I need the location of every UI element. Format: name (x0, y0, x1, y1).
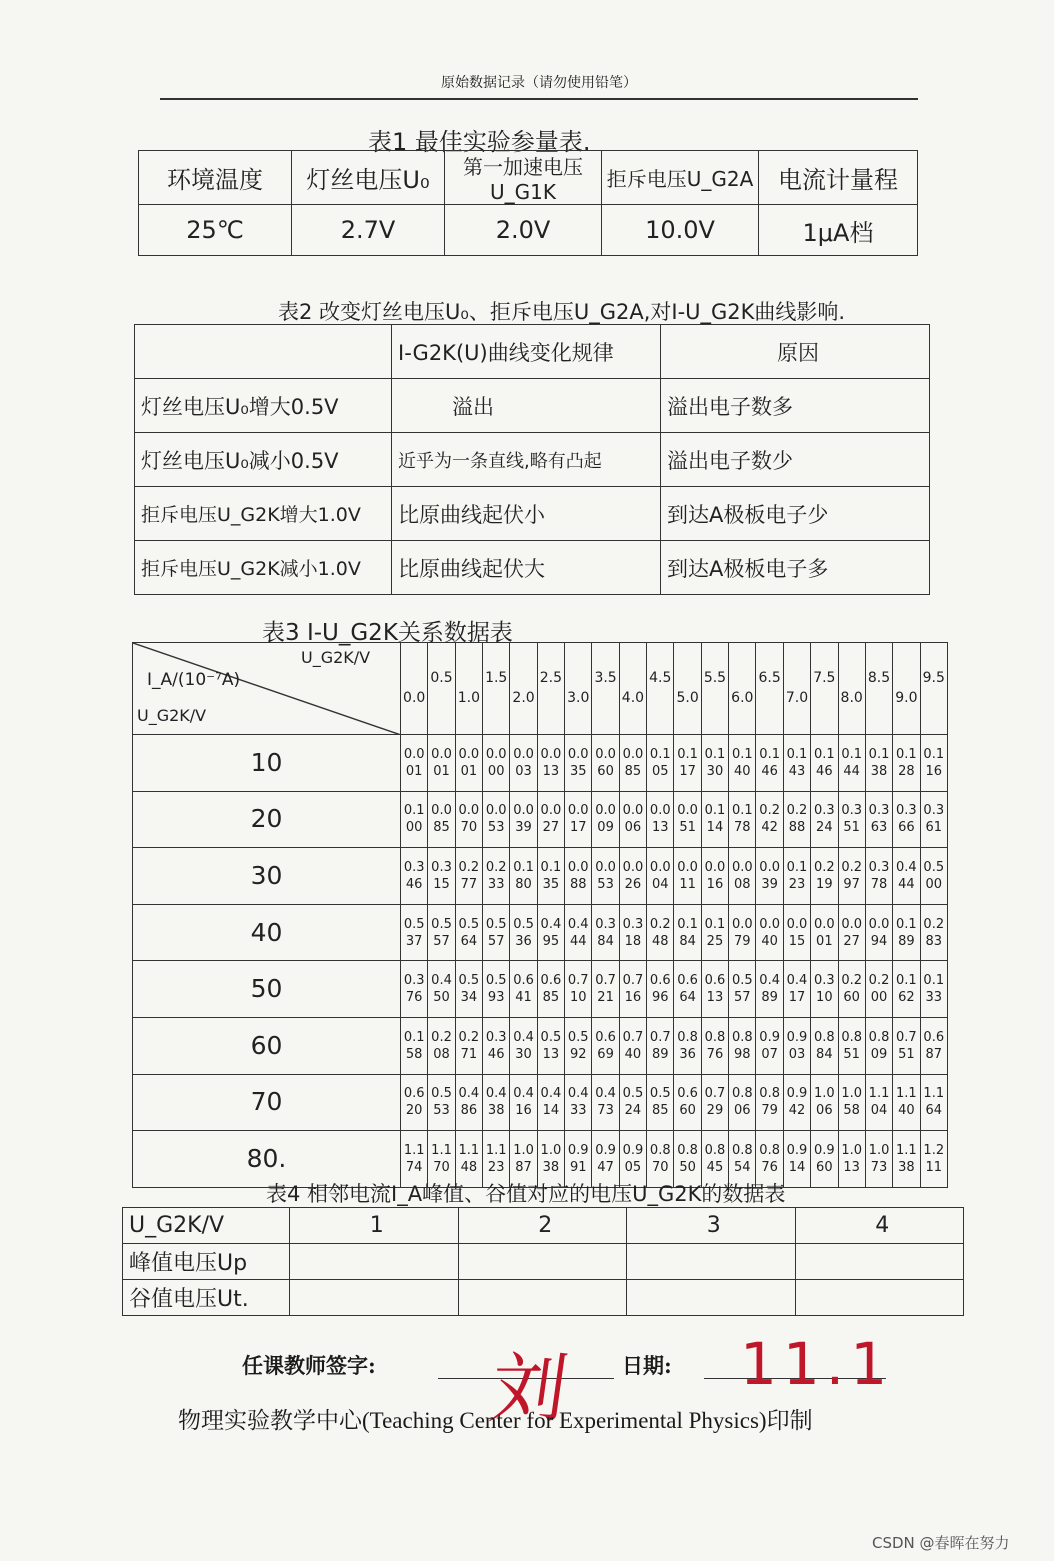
table2-reason: 到达A极板电子多 (661, 541, 930, 595)
table3-cell: 0.004 (647, 848, 674, 905)
voltage-header-cell: 3.0 (565, 643, 592, 735)
table3-cell: 0.297 (838, 848, 865, 905)
table4-header-row (123, 1208, 964, 1244)
table3-cell: 0.486 (455, 1074, 482, 1131)
voltage-header-cell: 2.5 (537, 643, 564, 735)
date-signature: 11.1 (740, 1330, 894, 1398)
voltage-header-cell: 4.0 (619, 643, 646, 735)
table3-cell: 0.376 (401, 961, 428, 1018)
table3-cell: 0.016 (701, 848, 728, 905)
table2-header-row (135, 325, 930, 379)
table4-cell (290, 1244, 459, 1280)
table3-cell: 0.208 (428, 1017, 455, 1074)
table3-cell: 0.384 (592, 904, 619, 961)
table3-row-label: 10 (133, 735, 401, 792)
printer-footer: 物理实验教学中心(Teaching Center for Experimental Physics)印制 (178, 1408, 813, 1433)
table3-row-label: 30 (133, 848, 401, 905)
table3-cell: 0.133 (920, 961, 947, 1018)
table3-row-label: 70 (133, 1074, 401, 1131)
table3-cell: 0.288 (783, 791, 810, 848)
table2-row-label: 拒斥电压U_G2K减小1.0V (135, 541, 392, 595)
table3-cell: 1.013 (838, 1131, 865, 1188)
table3-row-label: 20 (133, 791, 401, 848)
table3-cell: 0.138 (865, 735, 892, 792)
table3-cell: 0.130 (701, 735, 728, 792)
table3-cell: 0.009 (592, 791, 619, 848)
table3-header-row (133, 643, 948, 735)
table3-cell: 0.143 (783, 735, 810, 792)
table4-col: 2 (458, 1208, 627, 1244)
table3-cell: 0.146 (811, 735, 838, 792)
table3-cell: 1.123 (483, 1131, 510, 1188)
table3-cell: 0.942 (783, 1074, 810, 1131)
table4-cell (627, 1280, 796, 1316)
table3-cell: 0.710 (565, 961, 592, 1018)
table3-cell: 1.006 (811, 1074, 838, 1131)
header-title: 原始数据记录（请勿使用铅笔） (160, 72, 918, 100)
table4-cell (795, 1280, 964, 1316)
table3-cell: 0.361 (920, 791, 947, 848)
table1-title: 表1 最佳实验参量表. (368, 128, 591, 156)
table3-cell: 0.433 (565, 1074, 592, 1131)
table3-cell: 0.117 (674, 735, 701, 792)
table3-cell: 0.346 (483, 1017, 510, 1074)
table2-header-cell: I-G2K(U)曲线变化规律 (392, 325, 661, 379)
table3-cell: 0.553 (428, 1074, 455, 1131)
table3-cell: 0.011 (674, 848, 701, 905)
table2-trend: 近乎为一条直线,略有凸起 (392, 433, 661, 487)
table3-cell: 0.363 (865, 791, 892, 848)
voltage-header-cell: 4.5 (647, 643, 674, 735)
table3-cell: 0.248 (647, 904, 674, 961)
table3-cell: 0.094 (865, 904, 892, 961)
table3-cell: 0.140 (729, 735, 756, 792)
voltage-header-cell: 5.5 (701, 643, 728, 735)
table-row (133, 791, 948, 848)
table3-cell: 0.789 (647, 1017, 674, 1074)
table3-cell: 0.414 (537, 1074, 564, 1131)
table3-cell: 0.416 (510, 1074, 537, 1131)
table3-cell: 0.806 (729, 1074, 756, 1131)
voltage-header-cell: 6.0 (729, 643, 756, 735)
voltage-header-cell: 8.5 (865, 643, 892, 735)
table3-cell: 0.960 (811, 1131, 838, 1188)
table3-cell: 0.015 (783, 904, 810, 961)
table3-cell: 0.315 (428, 848, 455, 905)
table3-cell: 0.162 (893, 961, 920, 1018)
table3-cell: 0.184 (674, 904, 701, 961)
table3-cell: 0.536 (510, 904, 537, 961)
table1 (138, 150, 918, 256)
table3-cell: 0.051 (674, 791, 701, 848)
table3-cell: 0.620 (401, 1074, 428, 1131)
page-header (160, 72, 918, 100)
voltage-header-cell: 1.0 (455, 643, 482, 735)
table-row (123, 1280, 964, 1316)
watermark: CSDN @春晖在努力 (872, 1534, 1010, 1552)
table3-cell: 0.053 (483, 791, 510, 848)
table-row (133, 1074, 948, 1131)
table3-cell: 0.001 (811, 904, 838, 961)
table2 (134, 324, 930, 595)
table3-cell: 0.008 (729, 848, 756, 905)
table3-cell: 0.085 (428, 791, 455, 848)
table3-cell: 0.870 (647, 1131, 674, 1188)
table3-cell: 1.164 (920, 1074, 947, 1131)
table3-cell: 1.140 (893, 1074, 920, 1131)
table3-cell: 0.687 (920, 1017, 947, 1074)
table2-row-label: 拒斥电压U_G2K增大1.0V (135, 487, 392, 541)
voltage-header-cell: 9.0 (893, 643, 920, 735)
table3-cell: 0.277 (455, 848, 482, 905)
table3-cell: 0.189 (893, 904, 920, 961)
table3-title: 表3 I-U_G2K关系数据表 (262, 620, 513, 646)
table2-trend: 比原曲线起伏大 (392, 541, 661, 595)
table3-cell: 0.039 (756, 848, 783, 905)
table3-row-label: 60 (133, 1017, 401, 1074)
table3-cell: 0.524 (619, 1074, 646, 1131)
table3-cell: 0.489 (756, 961, 783, 1018)
table-row (133, 1017, 948, 1074)
table3-cell: 0.088 (565, 848, 592, 905)
table3-cell: 0.125 (701, 904, 728, 961)
table3-cell: 0.444 (565, 904, 592, 961)
table3-cell: 0.417 (783, 961, 810, 1018)
table4-cell (627, 1244, 796, 1280)
table3-cell: 0.660 (674, 1074, 701, 1131)
table3-cell: 0.450 (428, 961, 455, 1018)
table3-cell: 0.593 (483, 961, 510, 1018)
table3-cell: 0.039 (510, 791, 537, 848)
table-row (133, 848, 948, 905)
table3-cell: 0.641 (510, 961, 537, 1018)
table3-cell: 0.003 (510, 735, 537, 792)
table3-cell: 0.060 (592, 735, 619, 792)
table3-cell: 0.053 (592, 848, 619, 905)
table4-header-label: U_G2K/V (123, 1208, 290, 1244)
table3-cell: 0.836 (674, 1017, 701, 1074)
table3-cell: 0.114 (701, 791, 728, 848)
table3-cell: 0.017 (565, 791, 592, 848)
table3-cell: 0.351 (838, 791, 865, 848)
table3-cell: 0.884 (811, 1017, 838, 1074)
table4-row-label: 峰值电压Up (123, 1244, 290, 1280)
table3-cell: 0.001 (401, 735, 428, 792)
table3-cell: 0.879 (756, 1074, 783, 1131)
table3-cell: 0.444 (893, 848, 920, 905)
table3-cell: 0.876 (701, 1017, 728, 1074)
table3-cell: 0.000 (483, 735, 510, 792)
table3-cell: 0.905 (619, 1131, 646, 1188)
table3-cell: 0.070 (455, 791, 482, 848)
date-label: 日期: (622, 1353, 672, 1378)
corner-top-label: U_G2K/V (301, 648, 371, 667)
table3-cell: 0.495 (537, 904, 564, 961)
table3-cell: 0.146 (756, 735, 783, 792)
table3-cell: 0.123 (783, 848, 810, 905)
table1-header-cell: 灯丝电压U₀ (292, 151, 445, 205)
table3-cell: 0.318 (619, 904, 646, 961)
table3-cell: 0.669 (592, 1017, 619, 1074)
table3-cell: 0.180 (510, 848, 537, 905)
table3-row-label: 40 (133, 904, 401, 961)
table3-cell: 0.898 (729, 1017, 756, 1074)
table1-header-cell: 第一加速电压U_G1K (445, 151, 602, 205)
table3-cell: 0.026 (619, 848, 646, 905)
table3 (132, 642, 948, 1188)
table3-cell: 0.219 (811, 848, 838, 905)
table4-col: 1 (290, 1208, 459, 1244)
table4-cell (795, 1244, 964, 1280)
table3-cell: 0.845 (701, 1131, 728, 1188)
table3-cell: 0.035 (565, 735, 592, 792)
table3-cell: 0.851 (838, 1017, 865, 1074)
table3-cell: 0.716 (619, 961, 646, 1018)
table3-cell: 0.991 (565, 1131, 592, 1188)
table2-reason: 溢出电子数少 (661, 433, 930, 487)
voltage-header-cell: 2.0 (510, 643, 537, 735)
table3-cell: 0.001 (428, 735, 455, 792)
table1-value-cell: 2.7V (292, 205, 445, 256)
table3-cell: 1.058 (838, 1074, 865, 1131)
table4-cell (458, 1244, 627, 1280)
table3-cell: 0.040 (756, 904, 783, 961)
table-row (135, 379, 930, 433)
table3-cell: 0.233 (483, 848, 510, 905)
table1-header-row (139, 151, 918, 205)
table2-reason: 到达A极板电子少 (661, 487, 930, 541)
table3-cell: 0.283 (920, 904, 947, 961)
table3-cell: 0.592 (565, 1017, 592, 1074)
table3-cell: 0.135 (537, 848, 564, 905)
table3-cell: 0.914 (783, 1131, 810, 1188)
table3-cell: 0.557 (483, 904, 510, 961)
table-row (133, 904, 948, 961)
voltage-header-cell: 8.0 (838, 643, 865, 735)
table3-cell: 1.104 (865, 1074, 892, 1131)
table3-cell: 0.534 (455, 961, 482, 1018)
table3-corner (133, 643, 401, 735)
table-row (133, 961, 948, 1018)
table2-trend: 比原曲线起伏小 (392, 487, 661, 541)
corner-bottom-label: U_G2K/V (137, 706, 207, 725)
table3-cell: 0.242 (756, 791, 783, 848)
table3-cell: 0.116 (920, 735, 947, 792)
table3-cell: 1.148 (455, 1131, 482, 1188)
corner-mid-label: I_A/(10⁻⁷A) (147, 670, 241, 690)
table-row (135, 541, 930, 595)
table1-value-cell: 25℃ (139, 205, 292, 256)
table3-cell: 0.473 (592, 1074, 619, 1131)
table3-cell: 1.170 (428, 1131, 455, 1188)
table3-cell: 0.809 (865, 1017, 892, 1074)
table3-cell: 0.513 (537, 1017, 564, 1074)
table3-cell: 1.138 (893, 1131, 920, 1188)
table3-row-label: 80. (133, 1131, 401, 1188)
voltage-header-cell: 7.5 (811, 643, 838, 735)
table3-cell: 0.664 (674, 961, 701, 1018)
table3-cell: 0.696 (647, 961, 674, 1018)
table1-value-cell: 1μA档 (759, 205, 918, 256)
table1-header-cell: 拒斥电压U_G2A (602, 151, 759, 205)
table3-cell: 0.178 (729, 791, 756, 848)
table3-cell: 0.346 (401, 848, 428, 905)
table3-cell: 0.430 (510, 1017, 537, 1074)
voltage-header-cell: 1.5 (483, 643, 510, 735)
table2-row-label: 灯丝电压U₀减小0.5V (135, 433, 392, 487)
table3-cell: 0.854 (729, 1131, 756, 1188)
table3-cell: 0.001 (455, 735, 482, 792)
table3-cell: 0.366 (893, 791, 920, 848)
table2-row-label: 灯丝电压U₀增大0.5V (135, 379, 392, 433)
table-row (135, 487, 930, 541)
table1-header-cell: 环境温度 (139, 151, 292, 205)
table3-cell: 0.310 (811, 961, 838, 1018)
table3-cell: 0.271 (455, 1017, 482, 1074)
table-row (123, 1244, 964, 1280)
table3-cell: 0.260 (838, 961, 865, 1018)
table3-cell: 0.128 (893, 735, 920, 792)
table3-cell: 0.085 (619, 735, 646, 792)
table-row (135, 433, 930, 487)
voltage-header-cell: 7.0 (783, 643, 810, 735)
table3-row-label: 50 (133, 961, 401, 1018)
table4-cell (290, 1280, 459, 1316)
voltage-header-cell: 9.5 (920, 643, 947, 735)
table3-cell: 0.585 (647, 1074, 674, 1131)
table1-value-cell: 2.0V (445, 205, 602, 256)
table4-col: 3 (627, 1208, 796, 1244)
table3-cell: 0.324 (811, 791, 838, 848)
table2-reason: 溢出电子数多 (661, 379, 930, 433)
voltage-header-cell: 3.5 (592, 643, 619, 735)
table3-cell: 0.740 (619, 1017, 646, 1074)
table4-col: 4 (795, 1208, 964, 1244)
table3-cell: 0.027 (838, 904, 865, 961)
table3-cell: 0.903 (783, 1017, 810, 1074)
table3-cell: 0.105 (647, 735, 674, 792)
table2-header-cell (135, 325, 392, 379)
table3-cell: 0.564 (455, 904, 482, 961)
table4-row-label: 谷值电压Ut. (123, 1280, 290, 1316)
table3-cell: 0.500 (920, 848, 947, 905)
table3-cell: 0.850 (674, 1131, 701, 1188)
teacher-sign-label: 任课教师签字: (242, 1353, 376, 1378)
table3-cell: 1.087 (510, 1131, 537, 1188)
table2-header-cell: 原因 (661, 325, 930, 379)
table3-cell: 1.038 (537, 1131, 564, 1188)
table4 (122, 1207, 964, 1316)
table-row (133, 735, 948, 792)
table3-cell: 0.557 (729, 961, 756, 1018)
teacher-signature: 刘 (484, 1344, 574, 1433)
table3-cell: 0.027 (537, 791, 564, 848)
table3-cell: 0.751 (893, 1017, 920, 1074)
table3-cell: 0.006 (619, 791, 646, 848)
voltage-header-cell: 6.5 (756, 643, 783, 735)
table1-value-cell: 10.0V (602, 205, 759, 256)
table2-trend: 溢出 (392, 379, 661, 433)
table3-cell: 0.613 (701, 961, 728, 1018)
voltage-header-cell: 5.0 (674, 643, 701, 735)
table3-cell: 0.537 (401, 904, 428, 961)
table3-cell: 0.144 (838, 735, 865, 792)
table3-cell: 0.947 (592, 1131, 619, 1188)
table3-cell: 0.200 (865, 961, 892, 1018)
table3-cell: 1.073 (865, 1131, 892, 1188)
table3-cell: 0.907 (756, 1017, 783, 1074)
table3-cell: 0.557 (428, 904, 455, 961)
table3-cell: 0.079 (729, 904, 756, 961)
table3-cell: 0.100 (401, 791, 428, 848)
table4-cell (458, 1280, 627, 1316)
table3-wrap (132, 642, 948, 1188)
table3-cell: 1.174 (401, 1131, 428, 1188)
table4-title: 表4 相邻电流I_A峰值、谷值对应的电压U_G2K的数据表 (266, 1182, 786, 1206)
table3-cell: 0.013 (647, 791, 674, 848)
table3-cell: 0.721 (592, 961, 619, 1018)
table3-cell: 0.685 (537, 961, 564, 1018)
table1-value-row (139, 205, 918, 256)
table1-header-cell: 电流计量程 (759, 151, 918, 205)
table3-cell: 0.158 (401, 1017, 428, 1074)
table3-cell: 1.211 (920, 1131, 947, 1188)
table3-cell: 0.438 (483, 1074, 510, 1131)
voltage-header-cell: 0.5 (428, 643, 455, 735)
table3-cell: 0.876 (756, 1131, 783, 1188)
table3-cell: 0.729 (701, 1074, 728, 1131)
voltage-header-cell: 0.0 (401, 643, 428, 735)
table2-title: 表2 改变灯丝电压U₀、拒斥电压U_G2A,对I-U_G2K曲线影响. (278, 300, 846, 324)
table3-cell: 0.013 (537, 735, 564, 792)
table3-cell: 0.378 (865, 848, 892, 905)
